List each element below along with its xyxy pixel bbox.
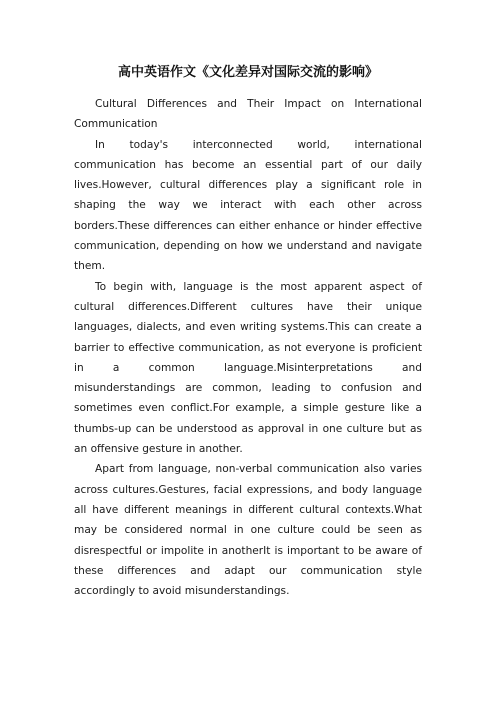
document-title: 高中英语作文《文化差异对国际交流的影响》: [117, 65, 378, 80]
essay-heading: Cultural Differences and Their Impact on International Communication: [74, 98, 422, 131]
paragraph-2: To begin with, language is the most apparent aspect of cultural differences.Different cultures have their unique languages, dialects, and even writing systems.This can create a barrier to effective communication, as not everyone is proficient in a common language.Misinterpretations and misunderstandings are common, leading to confusion and sometimes even conflict.For example, a simple gesture like a thumbs-up can be understood as approval in one culture but as an offensive gesture in another.: [74, 280, 422, 456]
paragraph-3: Apart from language, non-verbal communication also varies across cultures.Gestures, facial expressions, and body language all have different meanings in different cultural contexts.What may be considered normal in one culture could be seen as disrespectful or impolite in anotherIt is important to be aware of these differences and adapt our communication style accordingly to avoid misunderstandings.: [74, 463, 422, 598]
paragraph-1: In today's interconnected world, international communication has become an essential part of our daily lives.However, cultural differences play a significant role in shaping the way we interact with each other across borders.These differences can either enhance or hinder effective communication, depending on how we understand and navigate them.: [74, 138, 422, 273]
document-content: [74, 63, 422, 601]
